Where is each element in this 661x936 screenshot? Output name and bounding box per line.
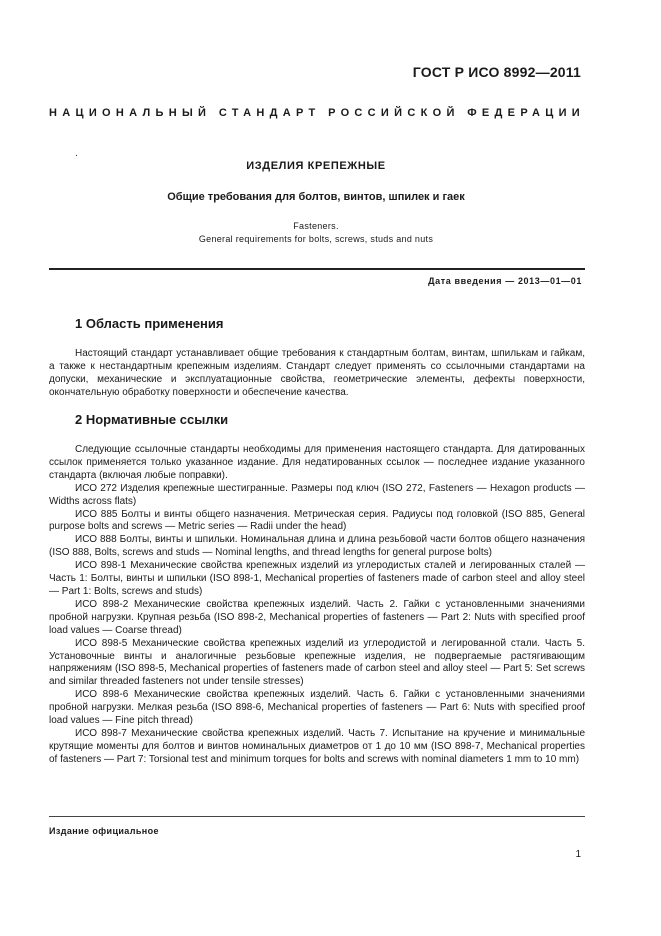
- reference-item: ИСО 898-6 Механические свойства крепежных изделий. Часть 6. Гайки с установленными значениями пробной нагрузки. Мелкая резьба (ISO 898-6, Mechanical properties of fasteners — Part 6: Nuts with specified proof load values — Fine pitch thread): [49, 689, 585, 727]
- banner-word: ФЕДЕРАЦИИ: [467, 107, 585, 119]
- banner-word: НАЦИОНАЛЬНЫЙ: [49, 107, 212, 119]
- reference-item: ИСО 898-1 Механические свойства крепежных изделий из углеродистых сталей и легированных сталей — Часть 1: Болты, винты и шпильки (ISO 898-1, Mechanical properties of fasteners made of carbon steel and alloy steel — Part 1: Bolts, screws and studs): [49, 560, 585, 597]
- section-1-heading: 1 Область применения: [75, 316, 224, 331]
- document-subtitle: Общие требования для болтов, винтов, шпилек и гаек: [167, 191, 465, 203]
- title-divider: [49, 268, 585, 270]
- reference-item: ИСО 885 Болты и винты общего назначения. Метрическая серия. Радиусы под головкой (ISO 885, General purpose bolts and screws — Metric series — Radii under the head): [49, 508, 585, 533]
- english-title: [0, 220, 632, 246]
- stray-dot: .: [75, 148, 78, 159]
- banner-word: РОССИЙСКОЙ: [328, 107, 460, 119]
- page-number: 1: [575, 849, 581, 860]
- english-title-line: Fasteners.: [293, 221, 339, 231]
- paragraph: Следующие ссылочные стандарты необходимы для применения настоящего стандарта. Для датированных ссылок применяется только указанное издание. Для недатированных ссылок — последнее издание указанного стандарта (включая любые поправки).: [49, 444, 585, 481]
- reference-item: ИСО 898-2 Механические свойства крепежных изделий. Часть 2. Гайки с установленными значениями пробной нагрузки. Крупная резьба (ISO 898-2, Mechanical properties of fasteners — Part 2: Nuts with specified proof load values — Coarse thread): [49, 598, 585, 636]
- official-edition-note: Издание официальное: [49, 826, 159, 836]
- reference-item: ИСО 898-5 Механические свойства крепежных изделий из углеродистой и легированной стали. Часть 5. Установочные винты и аналогичные резьбовые крепежные изделия, не подвергаемые растягивающим напряжениям (ISO 898-5, Mechanical properties of fasteners made of carbon steel and alloy steel — Part 5: Set screws and similar threaded fasteners not under tensile stresses): [49, 637, 585, 688]
- paragraph: Настоящий стандарт устанавливает общие требования к стандартным болтам, винтам, шпилькам и гайкам, а также к нестандартным крепежным изделиям. Стандарт следует применять со ссылочными стандартами на допуски, механические и эксплуатационные свойства, геометрические элементы, дефекты поверхности, окончательную обработку поверхности и обеспечение качества.: [49, 348, 585, 398]
- reference-item: ИСО 888 Болты, винты и шпильки. Номинальная длина и длина резьбовой части болтов общего назначения (ISO 888, Bolts, screws and studs — Nominal lengths, and thread lengths for general purpose bolts): [49, 534, 585, 559]
- reference-item: ИСО 272 Изделия крепежные шестигранные. Размеры под ключ (ISO 272, Fasteners — Hexagon products — Widths across flats): [49, 482, 585, 507]
- national-standard-banner: [49, 107, 585, 119]
- banner-word: СТАНДАРТ: [218, 107, 321, 119]
- section-1-body: [49, 348, 585, 400]
- footer-divider: [49, 816, 585, 817]
- document-title: ИЗДЕЛИЯ КРЕПЕЖНЫЕ: [246, 160, 386, 172]
- introduction-date: Дата введения — 2013—01—01: [428, 276, 582, 286]
- section-2-heading: 2 Нормативные ссылки: [75, 412, 229, 427]
- normative-references-list: [49, 444, 585, 767]
- document-number: ГОСТ Р ИСО 8992—2011: [412, 64, 581, 80]
- reference-item: ИСО 898-7 Механические свойства крепежных изделий. Часть 7. Испытание на кручение и минимальные крутящие моменты для болтов и винтов номинальных диаметров от 1 до 10 мм (ISO 898-7, Mechanical properties of fasteners — Part 7: Torsional test and minimum torques for bolts and screws with nominal diameters 1 mm to 10 mm): [49, 727, 585, 765]
- english-title-line: General requirements for bolts, screws, studs and nuts: [198, 234, 434, 244]
